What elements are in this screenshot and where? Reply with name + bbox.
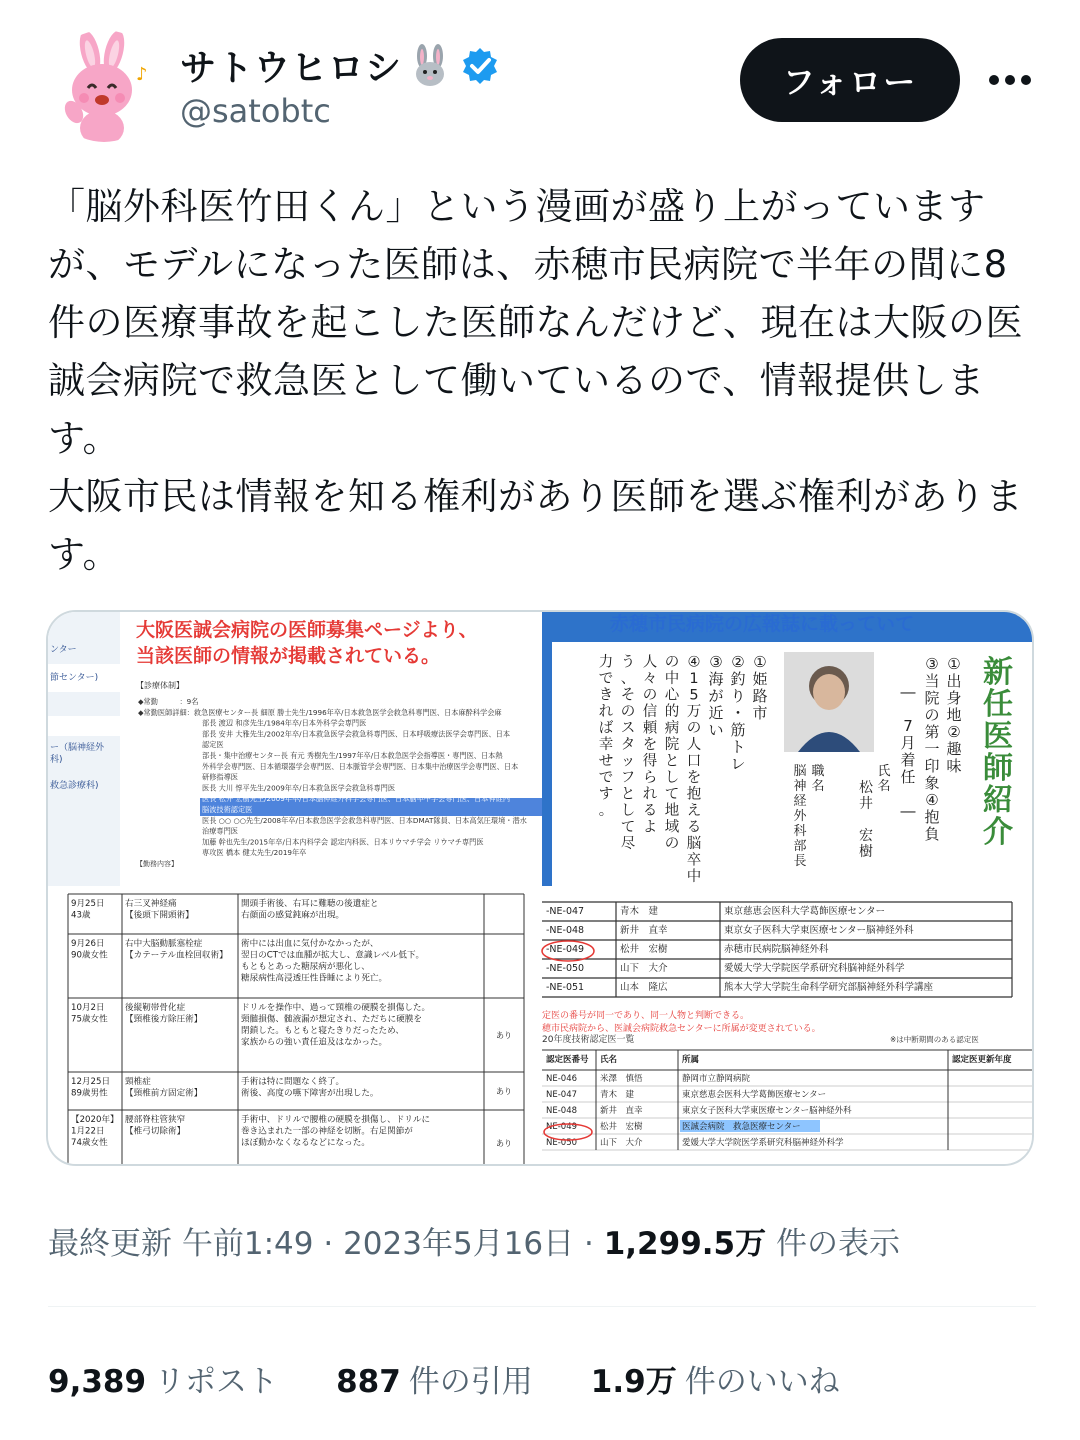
- article-char: 院: [664, 737, 680, 753]
- article-char: を: [686, 770, 702, 786]
- article-char: 。: [598, 803, 614, 819]
- cert-cell: 医誠会病院 救急医療センター: [682, 1122, 801, 1132]
- likes-stat[interactable]: [591, 1356, 840, 1401]
- left-nav-5: 救急診療科): [50, 781, 99, 791]
- tweet-meta: 最終更新 午前1:49 · 2023年5月16日 · 1,299.5万 件の表示: [48, 1226, 900, 1262]
- right-headline: 赤穂市民病院の広報誌に載っていて: [610, 613, 915, 635]
- cert-cell: 東京女子医科大学東医療センター脳神経外科: [682, 1106, 852, 1116]
- article-char: き: [598, 687, 614, 704]
- article-char: り: [730, 687, 746, 705]
- article-char: 路: [752, 687, 768, 705]
- incident-cell: 【椎弓切除術】: [125, 1126, 186, 1137]
- staff-line: 脳波技術認定医: [202, 805, 253, 814]
- article-char: る: [642, 803, 658, 819]
- article-char: 地: [946, 706, 962, 724]
- cert-cell: 赤穂市民病院脳神経外科: [724, 944, 829, 955]
- cert-cell: NE-050: [546, 1138, 578, 1148]
- article-char: 中: [686, 869, 702, 885]
- svg-text:♪: ♪: [136, 64, 148, 85]
- article-char: 部: [793, 839, 807, 854]
- article-char: 地: [664, 803, 680, 819]
- article-char: ②: [731, 653, 745, 671]
- staff-line: 専攻医 橋本 健太先生/2019年卒: [202, 848, 307, 858]
- article-char: ④: [925, 791, 939, 809]
- article-char: 、: [620, 671, 636, 687]
- article-char: 負: [924, 825, 940, 843]
- reposts-count: 9,389: [48, 1364, 147, 1400]
- article-char: 長: [793, 854, 807, 869]
- cert-cell: 静岡市立静岡病院: [682, 1074, 751, 1084]
- article-char: 人: [642, 654, 658, 671]
- article-char: 1: [689, 671, 699, 687]
- staff-line: ◆常勤医師詳細：救急医療センター長 細原 勝士先生/1996年卒/日本救急医学会救急科専門医、日本麻酔科学会麻: [138, 707, 502, 717]
- article-char: の: [664, 836, 680, 852]
- article-char: ス: [620, 720, 636, 737]
- left-section-2: 【勤務内容】: [136, 860, 178, 868]
- quotes-label: 件の引用: [408, 1364, 533, 1400]
- article-char: の: [642, 687, 658, 704]
- article-char: 松: [859, 780, 873, 796]
- article-char: 趣: [946, 740, 962, 758]
- incident-cell: 開頭手術後、右耳に難聴の後遺症と: [241, 899, 379, 909]
- staff-line: 医長 松井 宏樹先生/2009年卒/日本脳神経外科学会専門医、日本脳卒中学会専門医、日本神経内: [202, 794, 511, 804]
- article-char: 得: [642, 753, 658, 770]
- article-char: い: [708, 721, 724, 739]
- article-char: タ: [620, 737, 636, 753]
- article-char: 神: [793, 779, 807, 794]
- incident-cell: 89歳男性: [71, 1088, 108, 1099]
- article-char: 象: [924, 774, 940, 792]
- left-nav-1: ンター: [50, 645, 77, 655]
- staff-line: 研修指導医: [202, 772, 238, 782]
- incident-cell: 糖尿病性高浸透圧性昏睡により死亡。: [241, 973, 388, 984]
- cert-cell: NE-048: [546, 1106, 578, 1116]
- article-char: ①: [947, 655, 961, 673]
- engagement-stats: [48, 1356, 840, 1401]
- article-char: の: [664, 654, 680, 671]
- cert-cell: -NE-051: [546, 982, 585, 993]
- cert-cell: NE-047: [546, 1090, 578, 1100]
- incident-cell: ドリルを操作中、過って頸椎の硬膜を損傷した。: [241, 1003, 431, 1013]
- cert-cell: 青木 建: [620, 906, 659, 917]
- article-char: 井: [859, 796, 873, 812]
- article-char: ③: [925, 655, 939, 673]
- tweet-time[interactable]: 午前1:49: [181, 1226, 314, 1262]
- cert-note-2: 穂市民病院から、医誠会病院救急センターに所属が変更されている。: [542, 1024, 821, 1034]
- article-char: レ: [730, 755, 746, 773]
- article-char: 経: [793, 794, 807, 809]
- incident-cell: 腰部脊柱管狭窄: [125, 1115, 186, 1125]
- incident-cell: 手術中、ドリルで腰椎の硬膜を損傷し、ドリルに: [241, 1115, 431, 1125]
- views-count: 1,299.5万: [603, 1226, 767, 1262]
- incident-mark: あり: [496, 1139, 512, 1148]
- article-char: 印: [924, 757, 940, 775]
- article-char: 脳: [793, 764, 807, 779]
- cert-cell: 東京女子医科大学東医療センター脳神経外科: [724, 925, 914, 936]
- divider-1: [48, 1306, 1036, 1307]
- reposts-stat[interactable]: [48, 1356, 278, 1401]
- rabbit-face-icon: [408, 44, 452, 88]
- article-char: 7: [903, 717, 913, 735]
- article-char: 職: [811, 764, 825, 779]
- incident-cell: 【後頭下開頭術】: [125, 910, 194, 921]
- cert-cell: -NE-049: [546, 944, 585, 955]
- article-char: で: [598, 671, 614, 687]
- incident-cell: 【頸椎前方固定術】: [125, 1088, 203, 1099]
- incident-cell: 【2020年】: [71, 1115, 119, 1125]
- staff-line: 部長・集中治療センター長 有元 秀樹先生/1997年卒/日本救急医学会指導医・専門医、日本熱: [202, 751, 503, 760]
- article-char: ら: [642, 770, 658, 786]
- article-char: 中: [664, 671, 680, 687]
- article-char: 人: [686, 737, 702, 753]
- user-handle[interactable]: @satobtc: [180, 92, 331, 130]
- cert-cell: -NE-050: [546, 963, 585, 974]
- article-char: ば: [598, 720, 614, 737]
- article-char: せ: [598, 753, 614, 770]
- staff-line: 加藤 幹也先生/2015年卒/日本内科学会 認定内科医、日本リウマチ学会 リウマチ専門医: [202, 837, 484, 847]
- article-char: 卒: [686, 852, 702, 869]
- tweet-text: 「脳外科医竹田くん」という漫画が盛り上がっていますが、モデルになった医師は、赤穂市民病院で半年の間に8件の医療事故を起こした医師なんだけど、現在は大阪の医誠会病院で救急医として働いているので、情報提供します。 大阪市民は情報を知る権利があり医師を選ぶ権利があります。: [48, 185, 1023, 576]
- incident-mark: あり: [496, 1087, 512, 1096]
- article-title: [983, 655, 1013, 850]
- views-label: 件の表示: [775, 1226, 900, 1262]
- article-char: る: [686, 819, 702, 836]
- cert-cell: NE-046: [546, 1074, 578, 1084]
- quotes-stat[interactable]: [336, 1356, 533, 1401]
- follow-button[interactable]: フォロー: [740, 38, 960, 122]
- likes-label: 件のいいね: [684, 1364, 840, 1400]
- article-char: 筋: [730, 721, 746, 739]
- article-char: 味: [946, 757, 962, 775]
- incident-cell: 頸椎症: [125, 1077, 151, 1087]
- tweet-date[interactable]: 2023年5月16日: [343, 1226, 575, 1262]
- staff-line: 部長 安井 大雅先生/2002年卒/日本救急医学会救急科専門医、日本呼吸療法医学会専門医、日本: [202, 729, 511, 739]
- article-char: 当: [924, 672, 940, 690]
- incident-cell: 家族からの強い責任追及はなかった。: [241, 1037, 388, 1048]
- article-char: 脳: [686, 836, 702, 852]
- article-char: 信: [642, 704, 658, 720]
- article-char: 力: [598, 654, 614, 671]
- incident-cell: 75歳女性: [71, 1014, 108, 1025]
- cert-cell: 米澤 慎悟: [600, 1074, 643, 1084]
- cert-cell: 東京慈恵会医科大学葛飾医療センター: [682, 1090, 827, 1100]
- left-nav-3: ー（脳神経外: [50, 743, 105, 753]
- article-char: と: [664, 753, 680, 770]
- article-char: 尽: [620, 836, 636, 852]
- article-char: て: [620, 819, 636, 836]
- article-char: [859, 812, 873, 828]
- staff-line: 外科学会専門医、日本循環器学会専門医、日本脈管学会専門医、日本集中治療医学会専門医、日本: [202, 761, 519, 771]
- article-char: ④: [687, 654, 701, 671]
- cert-note-1: 定医の番号が同一であり、同一人物と判断できる。: [542, 1011, 750, 1021]
- cert-note-small: ※は中断期間のある認定医: [890, 1035, 979, 1044]
- cert-cell: 新井 直幸: [600, 1106, 643, 1116]
- quotes-count: 887: [336, 1364, 401, 1400]
- incident-cell: もともとあった糖尿病が悪化し、: [241, 962, 370, 972]
- article-char: れ: [642, 786, 658, 803]
- cert-cell: 愛媛大学大学院医学系研究科脳神経外科学: [724, 963, 905, 974]
- incident-cell: ほぼ動かなくなるなどになった。: [241, 1138, 370, 1148]
- cert-cell: -NE-048: [546, 925, 585, 936]
- incident-cell: 【カテーテル血栓回収術】: [125, 950, 228, 961]
- cert-header: 氏名: [600, 1055, 618, 1065]
- cert-cell: 山本 隆広: [620, 982, 668, 993]
- article-char: 樹: [859, 844, 873, 860]
- article-char: 頼: [642, 720, 658, 737]
- incident-mark: あり: [496, 1031, 512, 1040]
- staff-line: ◆常勤 ：9名: [138, 697, 199, 706]
- staff-line: 医長 ○○ ○○先生/2008年卒/日本救急医学会救急科専門医、日本DMAT隊員、日本高気圧環境・潜水: [202, 815, 527, 825]
- article-char: 着: [900, 751, 916, 769]
- staff-line: 医長 大川 惇平先生/2009年卒/日本救急医学会救急科専門医: [202, 783, 396, 793]
- article-char: 釣: [730, 670, 746, 688]
- article-char: 姫: [752, 670, 768, 688]
- cert-cell: 山下 大介: [620, 963, 668, 974]
- article-char: ②: [947, 723, 961, 741]
- article-char: と: [620, 786, 636, 803]
- article-char: 第: [924, 723, 940, 741]
- article-title-char: 新: [983, 655, 1013, 690]
- article-char: 海: [708, 670, 724, 688]
- article-char: 域: [664, 819, 680, 836]
- cert-header: 所属: [682, 1055, 700, 1065]
- article-char: 名: [877, 779, 891, 794]
- more-icon[interactable]: [984, 58, 1036, 102]
- cert-cell: 青木 建: [600, 1090, 635, 1100]
- article-char: 身: [946, 689, 962, 707]
- staff-line: 治療専門医: [202, 826, 238, 836]
- cert-cell: 松井 宏樹: [600, 1122, 643, 1132]
- article-char: う: [620, 654, 636, 671]
- article-char: し: [664, 770, 680, 786]
- article-char: 市: [752, 704, 768, 722]
- article-char: ッ: [620, 753, 636, 770]
- article-char: れ: [598, 704, 614, 720]
- article-char: 幸: [598, 737, 614, 753]
- incident-cell: 術後、高度の嚥下障害が出現した。: [241, 1088, 379, 1099]
- article-title-char: 紹: [983, 783, 1013, 818]
- article-char: 名: [811, 779, 825, 794]
- tweet-header: [0, 0, 1080, 160]
- article-char: ①: [753, 653, 767, 671]
- article-char: 科: [793, 824, 807, 839]
- article-char: 出: [946, 672, 962, 690]
- incident-cell: 1月22日: [71, 1126, 105, 1137]
- article-char: ③: [709, 653, 723, 671]
- article-char: 一: [924, 740, 940, 758]
- article-title-char: 医: [983, 719, 1013, 754]
- left-headline-2: 当該医師の情報が掲載されている。: [136, 645, 441, 667]
- incident-cell: 【頸椎後方除圧術】: [125, 1014, 203, 1025]
- cert-header: 認定医番号: [546, 1055, 589, 1065]
- updated-label: 最終更新: [48, 1226, 172, 1262]
- incident-cell: 12月25日: [71, 1077, 111, 1087]
- cert-cell: -NE-047: [546, 906, 585, 917]
- article-char: し: [620, 803, 636, 819]
- incident-cell: 閉鎖した。もともと寝たきりだったため、: [241, 1026, 404, 1036]
- article-char: 宏: [859, 828, 873, 844]
- article-char: 々: [642, 671, 658, 687]
- article-char: 月: [900, 734, 916, 752]
- article-char: ト: [730, 738, 746, 756]
- article-title-char: 任: [983, 687, 1013, 722]
- cert-cell: 松井 宏樹: [620, 944, 668, 955]
- incident-cell: 後縦靭帯骨化症: [125, 1003, 186, 1013]
- avatar[interactable]: [48, 30, 160, 142]
- cert-cell: 熊本大学大学院生命科学研究部脳神経外科学講座: [724, 982, 934, 993]
- display-name-text: サトウヒロシ: [180, 48, 403, 89]
- article-char: よ: [642, 819, 658, 836]
- article-title-char: 介: [983, 815, 1013, 850]
- incident-cell: 右三叉神経痛: [125, 899, 177, 909]
- article-char: ・: [730, 704, 746, 722]
- article-char: が: [708, 687, 724, 705]
- staff-line: 認定医: [202, 740, 224, 750]
- article-char: え: [686, 803, 702, 819]
- article-char: 抱: [686, 786, 702, 803]
- cert-cell: 新井 直幸: [620, 925, 668, 936]
- left-headline-1: 大阪医誠会病院の医師募集ページより、: [136, 619, 478, 641]
- cert-cell: 東京慈恵会医科大学葛飾医療センター: [724, 906, 886, 917]
- cert-cell: 愛媛大学大学院医学系研究科脳神経外科学: [682, 1138, 844, 1148]
- article-char: 的: [664, 704, 680, 720]
- incident-cell: 頸髄損傷、髄液漏が想定され、ただちに硬膜を: [241, 1014, 422, 1025]
- article-char: 心: [664, 687, 680, 704]
- incident-cell: 9月26日: [71, 939, 105, 949]
- article-char: を: [642, 737, 658, 753]
- left-nav-4: 科): [50, 755, 63, 765]
- pink-rabbit-avatar-icon: [48, 30, 160, 142]
- staff-line: 部長 渡辺 和彦先生/1984年卒/日本外科学会専門医: [202, 718, 367, 728]
- incident-cell: 右顔面の感覚鈍麻が出現。: [241, 910, 345, 921]
- incident-cell: 巻き込まれた一部の神経を切断。右足関節が: [241, 1126, 413, 1137]
- article-char: の: [924, 706, 940, 724]
- article-char: 外: [793, 809, 807, 824]
- incident-cell: 43歳: [71, 910, 91, 921]
- incident-cell: 90歳女性: [71, 950, 108, 961]
- display-name[interactable]: [180, 40, 500, 91]
- incident-cell: 手術は特に問題なく終了。: [241, 1077, 345, 1087]
- article-char: フ: [620, 770, 636, 786]
- article-char: で: [598, 770, 614, 786]
- article-char: 近: [708, 704, 724, 722]
- incident-cell: 10月2日: [71, 1003, 105, 1013]
- article-char: 氏: [877, 764, 891, 779]
- incident-cell: 右中大脳動脈塞栓症: [125, 939, 203, 949]
- article-char: 院: [924, 689, 940, 707]
- article-char: 口: [686, 753, 702, 770]
- incident-cell: 74歳女性: [71, 1138, 108, 1148]
- left-section-1: 【診療体制】: [136, 681, 184, 690]
- article-title-char: 師: [983, 751, 1013, 786]
- cert-table-title: 20年度技術認定医一覧: [542, 1035, 635, 1045]
- left-nav-2: 節センター): [50, 673, 99, 683]
- tweet-media[interactable]: [46, 610, 1034, 1166]
- article-char: 5: [689, 687, 699, 704]
- article-char: 病: [664, 720, 680, 737]
- article-char: そ: [620, 687, 636, 704]
- cert-cell: NE-049: [546, 1122, 578, 1132]
- article-char: 抱: [924, 808, 940, 826]
- article-char: 万: [686, 704, 702, 720]
- incident-cell: 翌日のCTでは血腫が拡大し、意識レベル低下。: [241, 950, 425, 961]
- article-char: ―: [900, 802, 916, 820]
- article-char: す: [598, 786, 614, 803]
- article-char: の: [686, 720, 702, 737]
- article-char: 任: [900, 768, 916, 786]
- article-char: ―: [900, 683, 916, 701]
- reposts-label: リポスト: [154, 1364, 279, 1400]
- incident-cell: 術中には出血に気付かなかったが、: [241, 939, 379, 949]
- article-char: て: [664, 786, 680, 803]
- cert-header: 認定医更新年度: [952, 1055, 1012, 1065]
- likes-count: 1.9万: [590, 1364, 677, 1400]
- article-char: の: [620, 704, 636, 720]
- cert-cell: 山下 大介: [600, 1138, 643, 1148]
- verified-badge-icon[interactable]: [460, 46, 500, 86]
- incident-cell: 9月25日: [71, 899, 105, 909]
